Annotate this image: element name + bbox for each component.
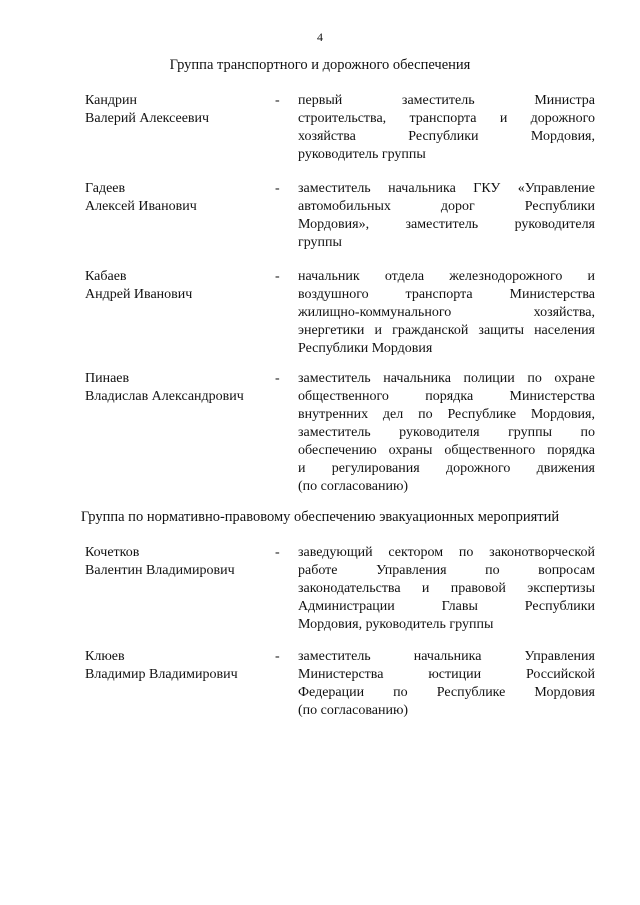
role-line: Республики Мордовия <box>298 341 433 356</box>
role-line: (по согласованию) <box>298 703 409 718</box>
role-line: заместитель начальника ГКУ «Управление <box>298 181 595 196</box>
role-line: Мордовия, руководитель группы <box>298 617 494 632</box>
member-role <box>298 544 595 634</box>
role-line: работе Управления по вопросам <box>298 563 595 578</box>
role-line: строительства, транспорта и дорожного <box>298 111 595 126</box>
member-role <box>298 180 595 252</box>
member-name <box>85 648 270 684</box>
role-line: первый заместитель Министра <box>298 93 595 108</box>
role-line: жилищно-коммунального хозяйства, <box>298 305 595 320</box>
group-title-transport: Группа транспортного и дорожного обеспечения <box>169 57 471 73</box>
member-surname: Кандрин <box>85 93 137 108</box>
dash-separator: - <box>275 93 280 108</box>
member-given-names: Валентин Владимирович <box>85 563 235 578</box>
role-line: внутренних дел по Республике Мордовия, <box>298 407 595 422</box>
member-surname: Кочетков <box>85 545 140 560</box>
dash-separator: - <box>275 545 280 560</box>
member-role <box>298 648 595 720</box>
role-line: энергетики и гражданской защиты населения <box>298 323 595 338</box>
role-line: автомобильных дорог Республики <box>298 199 595 214</box>
member-name <box>85 268 270 304</box>
role-line: законодательства и правовой экспертизы <box>298 581 595 596</box>
member-surname: Кабаев <box>85 269 127 284</box>
role-line: руководитель группы <box>298 147 426 162</box>
role-line: заместитель начальника полиции по охране <box>298 371 595 386</box>
member-name <box>85 544 270 580</box>
member-name <box>85 92 270 128</box>
member-given-names: Алексей Иванович <box>85 199 197 214</box>
role-line: общественного порядка Министерства <box>298 389 595 404</box>
role-line: заместитель руководителя группы по <box>298 425 595 440</box>
member-given-names: Владислав Александрович <box>85 389 244 404</box>
dash-separator: - <box>275 269 280 284</box>
role-line: Администрации Главы Республики <box>298 599 595 614</box>
role-line: заместитель начальника Управления <box>298 649 595 664</box>
role-line: заведующий сектором по законотворческой <box>298 545 595 560</box>
member-given-names: Валерий Алексеевич <box>85 111 210 126</box>
member-given-names: Владимир Владимирович <box>85 667 238 682</box>
role-line: Министерства юстиции Российской <box>298 667 595 682</box>
role-line: хозяйства Республики Мордовия, <box>298 129 595 144</box>
role-line: группы <box>298 235 342 250</box>
member-given-names: Андрей Иванович <box>85 287 193 302</box>
member-role <box>298 92 595 164</box>
role-line: Мордовия», заместитель руководителя <box>298 217 595 232</box>
role-line: обеспечению охраны общественного порядка <box>298 443 595 458</box>
member-role <box>298 370 595 496</box>
role-line: Федерации по Республике Мордовия <box>298 685 595 700</box>
group-title-legal: Группа по нормативно-правовому обеспечению эвакуационных мероприятий <box>80 509 560 525</box>
role-line: воздушного транспорта Министерства <box>298 287 595 302</box>
dash-separator: - <box>275 649 280 664</box>
member-name <box>85 370 270 406</box>
role-line: и регулирования дорожного движения <box>298 461 595 476</box>
member-name <box>85 180 270 216</box>
member-surname: Гадеев <box>85 181 126 196</box>
page-number: 4 <box>317 30 323 44</box>
role-line: начальник отдела железнодорожного и <box>298 269 595 284</box>
member-surname: Пинаев <box>85 371 130 386</box>
dash-separator: - <box>275 371 280 386</box>
dash-separator: - <box>275 181 280 196</box>
member-role <box>298 268 595 358</box>
role-line: (по согласованию) <box>298 479 409 494</box>
member-surname: Клюев <box>85 649 125 664</box>
